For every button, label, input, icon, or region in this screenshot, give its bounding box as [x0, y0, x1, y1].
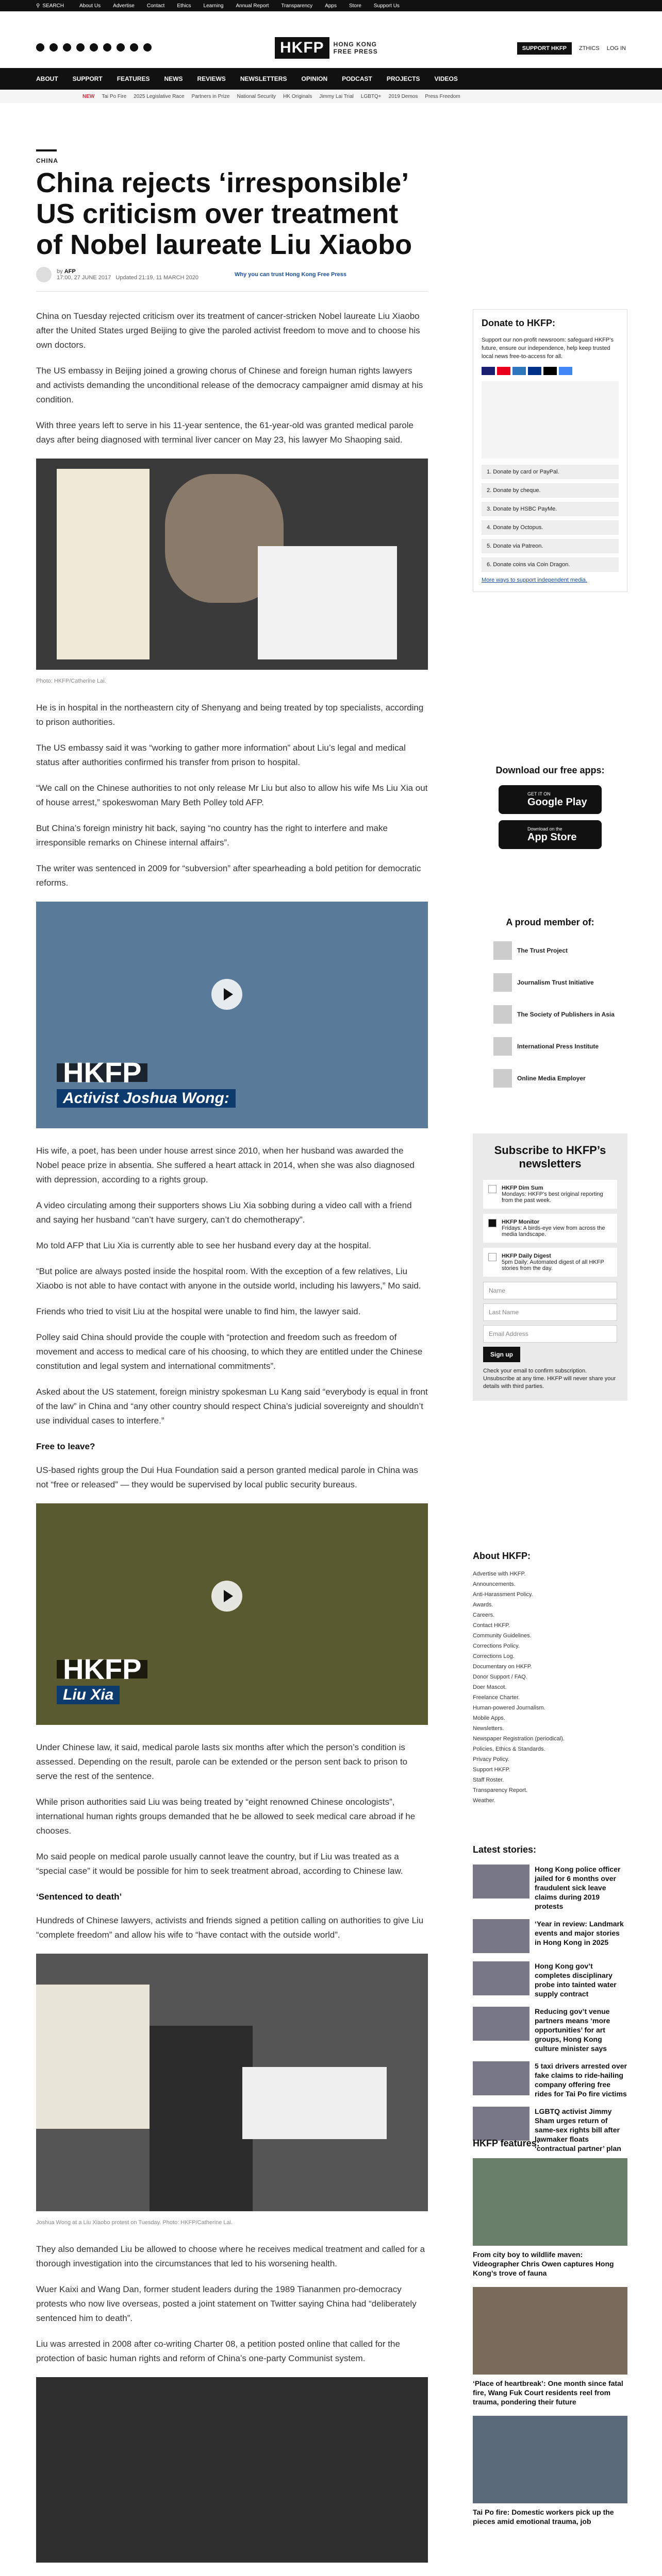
- applepay-icon: [543, 367, 557, 375]
- about-link[interactable]: Freelance Charter.: [473, 1694, 520, 1701]
- paragraph: They also demanded Liu be allowed to choose where he receives medical treatment and called for a thorough investigation into the circumstances that led to his worsening health.: [36, 2244, 425, 2268]
- member-name: International Press Institute: [517, 1043, 599, 1050]
- topics-bar: [0, 90, 662, 103]
- video-logo-overlay: HKFP: [57, 1660, 147, 1679]
- article-body: [36, 309, 428, 2567]
- utility-link[interactable]: Advertise: [113, 3, 135, 9]
- story-item[interactable]: [473, 1961, 627, 1998]
- story-title[interactable]: ‘Year in review: Landmark events and major stories in Hong Kong in 2025: [535, 1920, 624, 1946]
- paragraph: He is in hospital in the northeastern city of Shenyang and being treated by top specialists, according to prison authorities.: [36, 703, 424, 727]
- member-logo[interactable]: [473, 938, 627, 963]
- newsletter-checkbox[interactable]: [488, 1185, 496, 1193]
- about-link[interactable]: Staff Roster.: [473, 1777, 504, 1783]
- logo-mark: HKFP: [275, 37, 329, 59]
- email-field[interactable]: Email Address: [483, 1325, 617, 1343]
- topic-link[interactable]: Press Freedom: [425, 93, 460, 99]
- about-link[interactable]: Support HKFP.: [473, 1767, 510, 1773]
- paragraph: While prison authorities said Liu was being treated by “eight renowned Chinese oncologists”, international human rights groups demanded that he be allowed to seek medical care abroad if he chooses.: [36, 1797, 416, 1836]
- about-link[interactable]: Newspaper Registration (periodical).: [473, 1736, 565, 1742]
- topic-link[interactable]: HK Originals: [283, 93, 312, 99]
- article-category[interactable]: CHINA: [36, 157, 58, 164]
- paragraph: Hundreds of Chinese lawyers, activists and friends signed a petition calling on authorities to give Liu “complete freedom” and allow his wife to “have contact with the outside world”.: [36, 1916, 424, 1940]
- linkedin-icon[interactable]: [117, 43, 125, 52]
- donate-option[interactable]: 6. Donate coins via Coin Dragon.: [482, 557, 619, 572]
- nav-item-projects[interactable]: PROJECTS: [386, 75, 420, 82]
- story-title[interactable]: Hong Kong gov’t completes disciplinary probe into tainted water supply contract: [535, 1962, 617, 1998]
- newsletter-checkbox[interactable]: [488, 1219, 496, 1227]
- newsletter-desc: Mondays: HKFP’s best original reporting from the past week.: [502, 1191, 603, 1204]
- social-links: [36, 43, 152, 52]
- paragraph: The writer was sentenced in 2009 for “subversion” after spearheading a bold petition for democratic reforms.: [36, 863, 421, 888]
- site-logo[interactable]: [275, 37, 378, 59]
- apple-big: App Store: [527, 831, 577, 843]
- header-actions: [517, 42, 626, 55]
- nav-item-reviews[interactable]: REVIEWS: [197, 75, 226, 82]
- author-avatar: [36, 267, 52, 282]
- feature-thumb: [473, 2287, 627, 2375]
- utility-links: [79, 3, 400, 9]
- byline-text: [57, 268, 198, 281]
- story-item[interactable]: [473, 1919, 627, 1953]
- name-field[interactable]: Name: [483, 1282, 617, 1299]
- main-nav: [0, 68, 662, 90]
- topic-link[interactable]: LGBTQ+: [360, 93, 382, 99]
- paypal-icon: [528, 367, 541, 375]
- paragraph: A video circulating among their supporters shows Liu Xia sobbing during a video call with a friend and saying her husband “can’t have surgery, can’t do chemotherapy”.: [36, 1200, 412, 1225]
- signup-button[interactable]: Sign up: [483, 1347, 520, 1362]
- donate-text[interactable]: Support our non-profit newsroom: safeguard HKFP’s future, ensure our independence, help keep trusted local news free-to-access for all.: [482, 337, 614, 360]
- donate-image: [482, 381, 619, 459]
- jti-icon: [493, 973, 512, 992]
- nav-item-news[interactable]: NEWS: [164, 75, 183, 82]
- utility-link[interactable]: Transparency: [281, 3, 313, 9]
- protest-photo: [36, 2377, 428, 2563]
- rss-icon[interactable]: [143, 43, 152, 52]
- byline: [36, 267, 428, 282]
- newsletter-name: HKFP Monitor: [502, 1219, 540, 1225]
- video-label: Activist Joshua Wong:: [57, 1089, 236, 1108]
- paragraph: Wuer Kaixi and Wang Dan, former student leaders during the 1989 Tiananmen pro-democracy protests who now live overseas, posted a joint statement on Twitter saying China had “deliberately sentenced him to death”.: [36, 2284, 417, 2323]
- about-link[interactable]: Advertise with HKFP.: [473, 1571, 526, 1577]
- login-link[interactable]: LOG IN: [606, 45, 626, 52]
- utility-link[interactable]: Learning: [203, 3, 224, 9]
- paragraph: China on Tuesday rejected criticism over its treatment of cancer-stricken Nobel laureate Liu Xiaobo after the United States urged Beijing to give the paroled activist freedom to move and to choose his own doctors.: [36, 311, 420, 350]
- new-badge: NEW: [82, 93, 95, 99]
- about-list: [473, 1569, 627, 1806]
- subheading: Free to leave?: [36, 1442, 95, 1451]
- members-box: [473, 917, 627, 1098]
- telegram-icon[interactable]: [103, 43, 111, 52]
- about-link[interactable]: Corrections Log.: [473, 1653, 515, 1659]
- paragraph: But China’s foreign ministry hit back, saying “no country has the right to interfere and make irresponsible remarks on Chinese internal affairs”.: [36, 823, 388, 848]
- members-title: A proud member of:: [506, 917, 594, 927]
- newsletter-name: HKFP Dim Sum: [502, 1185, 543, 1191]
- google-small: GET IT ON: [527, 791, 551, 796]
- amex-icon: [512, 367, 526, 375]
- feature-item[interactable]: [473, 2416, 627, 2526]
- about-link[interactable]: Corrections Policy.: [473, 1643, 520, 1649]
- utility-link[interactable]: Contact: [146, 3, 165, 9]
- about-link[interactable]: Mobile Apps.: [473, 1715, 505, 1721]
- story-thumb: [473, 1961, 529, 1995]
- topic-link[interactable]: Jimmy Lai Trial: [319, 93, 354, 99]
- paragraph: Liu was arrested in 2008 after co-writing Charter 08, a petition posted online that called for the protection of basic human rights and reform of China’s one-party Communist system.: [36, 2339, 400, 2363]
- nav-item-support[interactable]: SUPPORT: [72, 75, 103, 82]
- newsletter-note: Check your email to confirm subscription. Unsubscribe at any time. HKFP will never share your details with third parties.: [483, 1368, 616, 1389]
- donate-option[interactable]: 1. Donate by card or PayPal.: [482, 465, 619, 479]
- story-title[interactable]: Hong Kong police officer jailed for 6 months over fraudulent sick leave claims during 2019 protests: [535, 1865, 621, 1910]
- about-link[interactable]: Community Guidelines.: [473, 1633, 532, 1639]
- visa-icon: [482, 367, 495, 375]
- paragraph: With three years left to serve in his 11-year sentence, the 61-year-old was granted medical parole days after being diagnosed with terminal liver cancer on May 23, his lawyer Mo Shaoping said.: [36, 420, 413, 445]
- support-button[interactable]: SUPPORT HKFP: [517, 42, 572, 55]
- trust-link[interactable]: Why you can trust Hong Kong Free Press: [234, 272, 346, 278]
- apps-box: [473, 765, 627, 855]
- paragraph: The US embassy said it was “working to gather more information” about Liu’s legal and medical status after authorities confirmed his transfer from prison to hospital.: [36, 743, 406, 767]
- story-item[interactable]: [473, 1865, 627, 1911]
- logo-line-2: FREE PRESS: [333, 48, 378, 55]
- donate-option[interactable]: 3. Donate by HSBC PayMe.: [482, 502, 619, 516]
- photo-caption: Photo: HKFP/Catherine Lai.: [36, 678, 106, 684]
- video-player[interactable]: [36, 902, 428, 1128]
- feature-thumb: [473, 2416, 627, 2503]
- member-logo[interactable]: [473, 1066, 627, 1091]
- topic-link[interactable]: 2019 Demos: [388, 93, 418, 99]
- newsletter-name: HKFP Daily Digest: [502, 1253, 551, 1259]
- about-link[interactable]: Policies, Ethics & Standards.: [473, 1746, 545, 1752]
- googlepay-icon: [559, 367, 572, 375]
- threads-icon[interactable]: [76, 43, 85, 52]
- payment-icons: [482, 367, 619, 375]
- member-logo[interactable]: [473, 1002, 627, 1027]
- nav-item-opinion[interactable]: OPINION: [301, 75, 328, 82]
- paragraph: The US embassy in Beijing joined a growing chorus of Chinese and foreign human rights lawyers and activists demanding the unconditional release of the democracy campaigner amid dismay at his condition.: [36, 366, 423, 404]
- donate-option[interactable]: 5. Donate via Patreon.: [482, 539, 619, 553]
- about-link[interactable]: Documentary on HKFP.: [473, 1664, 532, 1670]
- youtube-icon[interactable]: [90, 43, 98, 52]
- paragraph: Polley said China should provide the couple with “protection and freedom such as freedom of movement and access to medical care of his choosing, to which they are entitled under the Chinese constitution and legal system and international commitments”.: [36, 1332, 423, 1371]
- paragraph: His wife, a poet, has been under house arrest since 2010, when her husband was awarded the Nobel peace prize in absentia. She suffered a heart attack in 2014, when she was also diagnosed with depression, according to a rights group.: [36, 1146, 415, 1184]
- utility-link[interactable]: Store: [349, 3, 361, 9]
- utility-link[interactable]: Apps: [325, 3, 337, 9]
- app-store-button[interactable]: [499, 820, 602, 849]
- video-logo-overlay: HKFP: [57, 1063, 147, 1082]
- newsletter-checkbox[interactable]: [488, 1253, 496, 1261]
- play-icon[interactable]: [211, 1581, 242, 1612]
- paragraph: “But police are always posted inside the hospital room. With the exception of a few relatives, Liu Xiaobo is not able to have contact with anyone in the outside world, including his lawyers,” Mo said.: [36, 1266, 421, 1291]
- latest-title: Latest stories:: [473, 1844, 537, 1855]
- story-thumb: [473, 2061, 529, 2095]
- more-ways-link[interactable]: More ways to support independent media.: [482, 577, 587, 583]
- nav-item-newsletters[interactable]: NEWSLETTERS: [240, 75, 287, 82]
- nav-item-podcast[interactable]: PODCAST: [342, 75, 372, 82]
- sopa-icon: [493, 1005, 512, 1024]
- trust-project-icon: [493, 941, 512, 960]
- divider: [36, 291, 428, 292]
- search-button[interactable]: [36, 3, 64, 9]
- about-link[interactable]: Announcements.: [473, 1581, 516, 1587]
- mastercard-icon: [497, 367, 510, 375]
- topic-link[interactable]: 2025 Legislative Race: [134, 93, 185, 99]
- about-link[interactable]: Doer Mascot.: [473, 1684, 507, 1690]
- about-title: About HKFP:: [473, 1551, 531, 1561]
- features-box: [473, 2138, 627, 2535]
- category-rule: [36, 149, 57, 151]
- topic-link[interactable]: National Security: [237, 93, 276, 99]
- site-header: [0, 11, 662, 68]
- paragraph: “We call on the Chinese authorities to not only release Mr Liu but also to allow his wife Ms Liu Xia out of house arrest,” spokeswoman Mary Beth Polley told AFP.: [36, 783, 428, 807]
- about-link[interactable]: Human-powered Journalism.: [473, 1705, 545, 1711]
- video-player[interactable]: [36, 1503, 428, 1725]
- utility-link[interactable]: About Us: [79, 3, 101, 9]
- feature-item[interactable]: [473, 2287, 627, 2406]
- play-icon[interactable]: [211, 979, 242, 1010]
- member-name: The Trust Project: [517, 947, 568, 954]
- story-title[interactable]: 5 taxi drivers arrested over fake claims to ride-hailing company offering free rides for Tai Po fire victims: [535, 2062, 627, 2098]
- search-icon: ⚲: [36, 3, 40, 9]
- updated-date: Updated 21:19, 11 MARCH 2020: [115, 275, 198, 281]
- x-icon[interactable]: [49, 43, 58, 52]
- story-title[interactable]: LGBTQ activist Jimmy Sham urges return of same-sex rights bill after lawmaker floats ‘contractual partner’ plan: [535, 2107, 621, 2153]
- apps-title: Download our free apps:: [495, 765, 605, 775]
- byline-by: by: [57, 268, 63, 275]
- photo-caption: Joshua Wong at a Liu Xiaobo protest on Tuesday. Photo: HKFP/Catherine Lai.: [36, 2219, 233, 2226]
- instagram-icon[interactable]: [63, 43, 71, 52]
- donate-box: [473, 309, 627, 592]
- feature-item[interactable]: [473, 2158, 627, 2278]
- publish-date: 17:00, 27 JUNE 2017: [57, 275, 111, 281]
- story-item[interactable]: [473, 2061, 627, 2098]
- utility-link[interactable]: Support Us: [373, 3, 400, 9]
- about-link[interactable]: Donor Support / FAQ.: [473, 1674, 527, 1680]
- member-name: Online Media Employer: [517, 1075, 586, 1082]
- about-link[interactable]: Transparency Report.: [473, 1787, 527, 1793]
- story-thumb: [473, 1919, 529, 1953]
- paragraph: Friends who tried to visit Liu at the hospital were unable to find him, the lawyer said.: [36, 1307, 361, 1316]
- google-play-button[interactable]: [499, 785, 602, 814]
- ipi-icon: [493, 1037, 512, 1056]
- nav-item-features[interactable]: FEATURES: [117, 75, 150, 82]
- utility-link[interactable]: Ethics: [177, 3, 191, 9]
- story-item[interactable]: [473, 2007, 627, 2053]
- subheading: ‘Sentenced to death’: [36, 1892, 122, 1902]
- paragraph: Mo said people on medical parole usually cannot leave the country, but if Liu was treated as a “special case” it would be possible for him to seek treatment abroad, according to Chinese law.: [36, 1852, 403, 1876]
- paragraph: Under Chinese law, it said, medical parole lasts six months after which the person’s condition is assessed. Depending on the result, parole can be extended or the person sent back to prison to serve the rest of the sentence.: [36, 1742, 408, 1781]
- nav-item-about[interactable]: ABOUT: [36, 75, 58, 82]
- story-thumb: [473, 1865, 529, 1899]
- logo-text: [334, 41, 378, 55]
- member-logo[interactable]: [473, 970, 627, 995]
- top-utility-bar: [0, 0, 662, 11]
- story-thumb: [473, 2007, 529, 2041]
- about-link[interactable]: Awards.: [473, 1602, 493, 1608]
- feature-title[interactable]: Tai Po fire: Domestic workers pick up the pieces amid emotional trauma, job: [473, 2508, 614, 2526]
- feature-title[interactable]: ‘Place of heartbreak’: One month since fatal fire, Wang Fuk Court residents reel from trauma, pondering their future: [473, 2379, 623, 2406]
- nav-item-videos[interactable]: VIDEOS: [434, 75, 458, 82]
- newsletter-option[interactable]: [483, 1180, 617, 1209]
- about-link[interactable]: Weather.: [473, 1798, 495, 1804]
- protest-photo: [36, 459, 428, 670]
- about-link[interactable]: Newsletters.: [473, 1725, 504, 1732]
- topic-link[interactable]: Partners in Prize: [191, 93, 230, 99]
- paragraph: US-based rights group the Dui Hua Foundation said a person granted medical parole in China was not “free or released” — they would be supervised by local public security bureaus.: [36, 1465, 418, 1489]
- about-link[interactable]: Anti-Harassment Policy.: [473, 1591, 533, 1598]
- newsletter-option[interactable]: [483, 1248, 617, 1277]
- latest-stories: [473, 1844, 627, 2161]
- logo-line-1: HONG KONG: [333, 41, 377, 48]
- about-box: [473, 1551, 627, 1806]
- about-link[interactable]: Privacy Policy.: [473, 1756, 509, 1762]
- mastodon-icon[interactable]: [130, 43, 138, 52]
- video-label: Liu Xia: [57, 1686, 120, 1704]
- member-name: The Society of Publishers in Asia: [517, 1011, 615, 1018]
- newsletter-desc: Fridays: A birds-eye view from across the media landscape.: [502, 1225, 605, 1238]
- google-big: Google Play: [527, 796, 587, 808]
- paragraph: Asked about the US statement, foreign ministry spokesman Lu Kang said “everybody is equal in front of the law” in China and “any other country should respect China’s judicial sovereignty and shouldn’t use individual cases to interfere.”: [36, 1387, 428, 1426]
- donate-option[interactable]: 4. Donate by Octopus.: [482, 520, 619, 535]
- feature-thumb: [473, 2158, 627, 2246]
- about-link[interactable]: Careers.: [473, 1612, 495, 1618]
- member-logo[interactable]: [473, 1034, 627, 1059]
- newsletter-box: [473, 1133, 627, 1401]
- donate-title: Donate to HKFP:: [482, 318, 555, 328]
- newsletter-desc: 5pm Daily: Automated digest of all HKFP stories from the day.: [502, 1259, 604, 1272]
- story-title[interactable]: Reducing gov’t venue partners means ‘more opportunities’ for art groups, Hong Kong culture minister says: [535, 2007, 610, 2053]
- utility-link[interactable]: Annual Report: [236, 3, 269, 9]
- protest-photo: [36, 1954, 428, 2211]
- facebook-icon[interactable]: [36, 43, 44, 52]
- search-label: SEARCH: [42, 3, 64, 9]
- story-thumb: [473, 2107, 529, 2141]
- newsletter-title: Subscribe to HKFP’s newsletters: [494, 1144, 606, 1170]
- about-link[interactable]: Contact HKFP.: [473, 1622, 510, 1629]
- member-name: Journalism Trust Initiative: [517, 979, 594, 986]
- newsletter-option[interactable]: [483, 1214, 617, 1243]
- author-name[interactable]: AFP: [64, 268, 76, 275]
- feature-title[interactable]: From city boy to wildlife maven: Videographer Chris Owen captures Hong Kong’s trove of fauna: [473, 2250, 614, 2277]
- topic-link[interactable]: Tai Po Fire: [102, 93, 127, 99]
- apple-small: Download on the: [527, 826, 562, 832]
- ome-icon: [493, 1069, 512, 1088]
- last-name-field[interactable]: Last Name: [483, 1303, 617, 1321]
- features-title: HKFP features:: [473, 2138, 540, 2148]
- language-link[interactable]: ZTHICS: [578, 45, 600, 52]
- article-title: China rejects ‘irresponsible’ US criticism over treatment of Nobel laureate Liu Xiaobo: [36, 167, 412, 260]
- donate-option[interactable]: 2. Donate by cheque.: [482, 483, 619, 498]
- paragraph: Mo told AFP that Liu Xia is currently able to see her husband every day at the hospital.: [36, 1241, 371, 1250]
